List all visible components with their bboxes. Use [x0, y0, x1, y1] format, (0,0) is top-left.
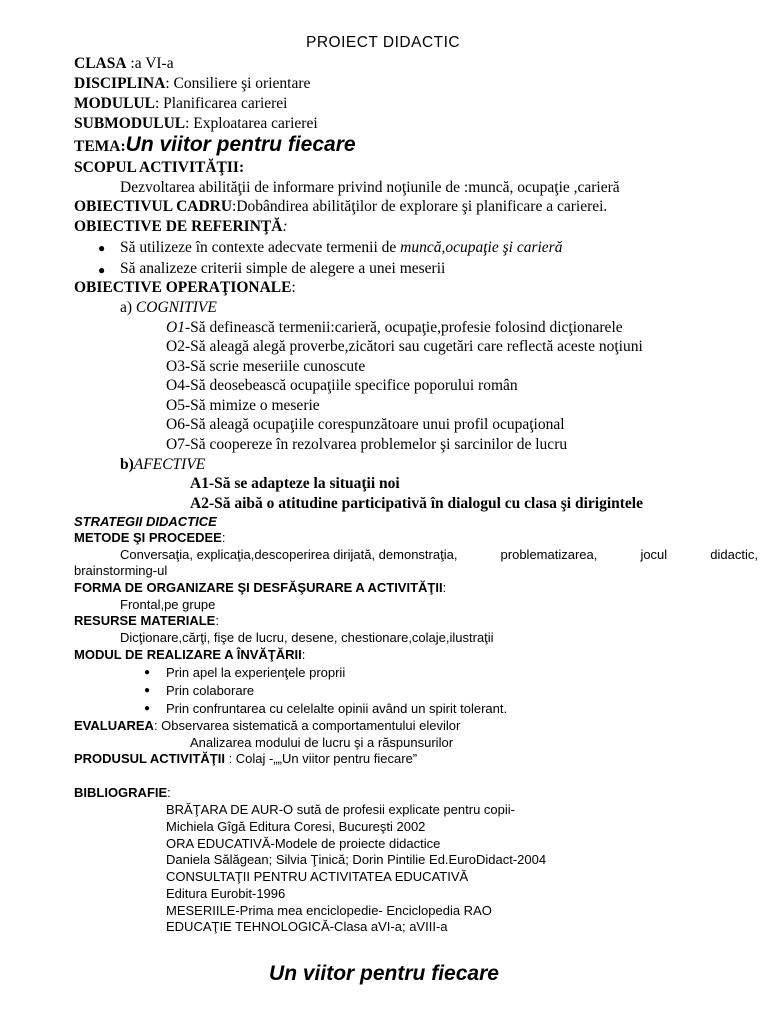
modulul-line [74, 96, 287, 112]
bibliografie-entry: Daniela Sălăgean; Silvia Ţinică; Dorin Pintilie Ed.EuroDidact-2004 [166, 852, 547, 867]
obiectiv-referinta-1-text: Să utilizeze în contexte adecvate termenii de [120, 239, 401, 256]
bullet-icon: ● [144, 703, 151, 714]
tema-line [74, 134, 356, 155]
o1-code: O1 [166, 319, 185, 336]
o1-text: -Să definească termenii:carieră, ocupaţie,profesie folosind dicţionarele [184, 319, 623, 336]
strategii-heading: STRATEGII DIDACTICE [74, 514, 217, 529]
metode-word: jocul [640, 547, 668, 562]
objective-o2: O2-Să aleagă alegă proverbe,zicători sau cugetări care reflectă aceste noţiuni [166, 338, 643, 355]
submodulul-value: : Exploatarea carierei [185, 115, 318, 132]
objective-o6: O6-Să aleagă ocupaţiile corespunzătoare unui profil ocupaţional [166, 416, 565, 433]
bullet-icon: ● [144, 667, 151, 678]
produsul-label: PRODUSUL ACTIVITĂŢII [74, 751, 225, 766]
metode-word: didactic, [710, 547, 758, 562]
disciplina-line [74, 76, 310, 92]
evaluarea-value: : Observarea sistematică a comportamentului elevilor [153, 718, 461, 733]
afective-label: AFECTIVE [133, 456, 206, 473]
evaluarea-line-2: Analizarea modului de lucru şi a răspunsurilor [190, 735, 454, 750]
modul-item: Prin colaborare [166, 683, 255, 698]
scop-text: Dezvoltarea abilităţii de informare privind noţiunile de :muncă, ocupaţie ,carieră [120, 179, 620, 196]
bibliografie-entry: CONSULTAŢII PENTRU ACTIVITATEA EDUCATIVĂ [166, 869, 469, 884]
modul-heading [74, 648, 305, 661]
forma-heading [74, 581, 446, 594]
bibliografie-entry: EDUCAŢIE TEHNOLOGICĂ-Clasa aVI-a; aVIII-a [166, 919, 448, 934]
metode-word: problematizarea, [500, 547, 598, 562]
tema-value: Un viitor pentru fiecare [125, 133, 356, 156]
tema-label: TEMA: [74, 138, 126, 155]
bibliografie-entry: Editura Eurobit-1996 [166, 886, 286, 901]
objective-a1: A1-Să se adapteze la situaţii noi [190, 475, 400, 492]
bibliografie-entry: BRĂŢARA DE AUR-O sută de profesii explicate pentru copii- [166, 802, 515, 817]
obiectiv-referinta-2: Să analizeze criterii simple de alegere a unei meserii [120, 260, 446, 277]
forma-value: Frontal,pe grupe [120, 597, 216, 612]
obiectiv-cadru-label: OBIECTIVUL CADRU [74, 198, 233, 215]
cognitive-prefix: a) [120, 299, 136, 316]
objective-a2: A2-Să aibă o atitudine participativă în dialogul cu clasa şi dirigintele [190, 495, 643, 512]
modul-label: MODUL DE REALIZARE A ÎNVĂŢĂRII [74, 647, 302, 662]
objective-o5: O5-Să mimize o meserie [166, 397, 320, 414]
cognitive-label: COGNITIVE [135, 299, 217, 316]
bullet-icon: ● [98, 263, 106, 277]
scop-heading [74, 160, 244, 176]
resurse-heading [74, 614, 219, 627]
cognitive-heading [120, 300, 217, 316]
obiective-operationale-label: OBIECTIVE OPERAŢIONALE [74, 279, 292, 296]
clasa-value: :a VI-a [126, 55, 174, 72]
metode-line-1 [120, 548, 758, 561]
metode-word: Conversaţia, explicaţia,descoperirea dirijată, demonstraţia, [120, 547, 458, 562]
modul-colon: : [301, 647, 306, 662]
scop-label: SCOPUL ACTIVITĂŢII [74, 159, 239, 176]
objective-o7: O7-Să coopereze în rezolvarea problemelor şi sarcinilor de lucru [166, 436, 568, 453]
clasa-line [74, 56, 174, 72]
bullet-icon: ● [98, 241, 106, 255]
objective-o1 [166, 320, 623, 336]
disciplina-value: : Consiliere şi orientare [165, 75, 311, 92]
objective-o4: O4-Să deosebească ocupaţiile specifice poporului român [166, 377, 518, 394]
submodulul-line [74, 116, 318, 132]
obiective-operationale-heading [74, 280, 296, 296]
obiective-referinta-heading [74, 219, 288, 235]
evaluarea-label: EVALUAREA [74, 718, 154, 733]
obiective-referinta-colon: : [282, 218, 288, 235]
resurse-value: Dicţionare,cărţi, fişe de lucru, desene, chestionare,colaje,ilustraţii [120, 630, 494, 645]
disciplina-label: DISCIPLINA [74, 75, 166, 92]
bibliografie-colon: : [167, 785, 171, 800]
afective-prefix: b) [120, 456, 134, 473]
evaluarea-line [74, 719, 460, 732]
obiective-operationale-colon: : [291, 279, 296, 296]
metode-heading [74, 531, 225, 544]
scop-colon: : [238, 159, 245, 176]
modul-item: Prin confruntarea cu celelalte opinii având un spirit tolerant. [166, 701, 508, 716]
bibliografie-entry: ORA EDUCATIVĂ-Modele de proiecte didactice [166, 836, 441, 851]
obiectiv-referinta-1-italic: muncă,ocupaţie şi carieră [400, 239, 563, 256]
resurse-colon: : [215, 613, 219, 628]
clasa-label: CLASA [74, 55, 127, 72]
metode-colon: : [221, 530, 226, 545]
obiectiv-referinta-1 [120, 240, 562, 256]
bibliografie-label: BIBLIOGRAFIE [74, 785, 168, 800]
afective-heading [120, 457, 205, 473]
forma-colon: : [442, 580, 447, 595]
metode-label: METODE ŞI PROCEDEE [74, 530, 222, 545]
bullet-icon: ● [144, 685, 151, 696]
bibliografie-entry: MESERIILE-Prima mea enciclopedie- Enciclopedia RAO [166, 903, 492, 918]
footer-title: Un viitor pentru fiecare [269, 962, 499, 985]
objective-o3: O3-Să scrie meseriile cunoscute [166, 358, 366, 375]
produsul-value: : Colaj -„„Un viitor pentru fiecare” [224, 751, 418, 766]
page-title: PROIECT DIDACTIC [306, 34, 461, 51]
submodulul-label: SUBMODULUL [74, 115, 186, 132]
bibliografie-entry: Michiela Gîgă Editura Coresi, Bucureşti 2002 [166, 819, 426, 834]
modul-item: Prin apel la experienţele proprii [166, 665, 346, 680]
metode-line-2: brainstorming-ul [74, 563, 168, 578]
produsul-line [74, 752, 417, 765]
obiective-referinta-label: OBIECTIVE DE REFERINŢĂ [74, 218, 283, 235]
modulul-label: MODULUL [74, 95, 155, 112]
obiectiv-cadru-text: :Dobândirea abilităţilor de explorare şi planificare a carierei. [232, 198, 608, 215]
forma-label: FORMA DE ORGANIZARE ŞI DESFĂŞURARE A ACTIVITĂŢII [74, 580, 443, 595]
modulul-value: : Planificarea carierei [154, 95, 288, 112]
obiectiv-cadru-line [74, 199, 607, 215]
resurse-label: RESURSE MATERIALE [74, 613, 216, 628]
bibliografie-heading [74, 786, 171, 799]
